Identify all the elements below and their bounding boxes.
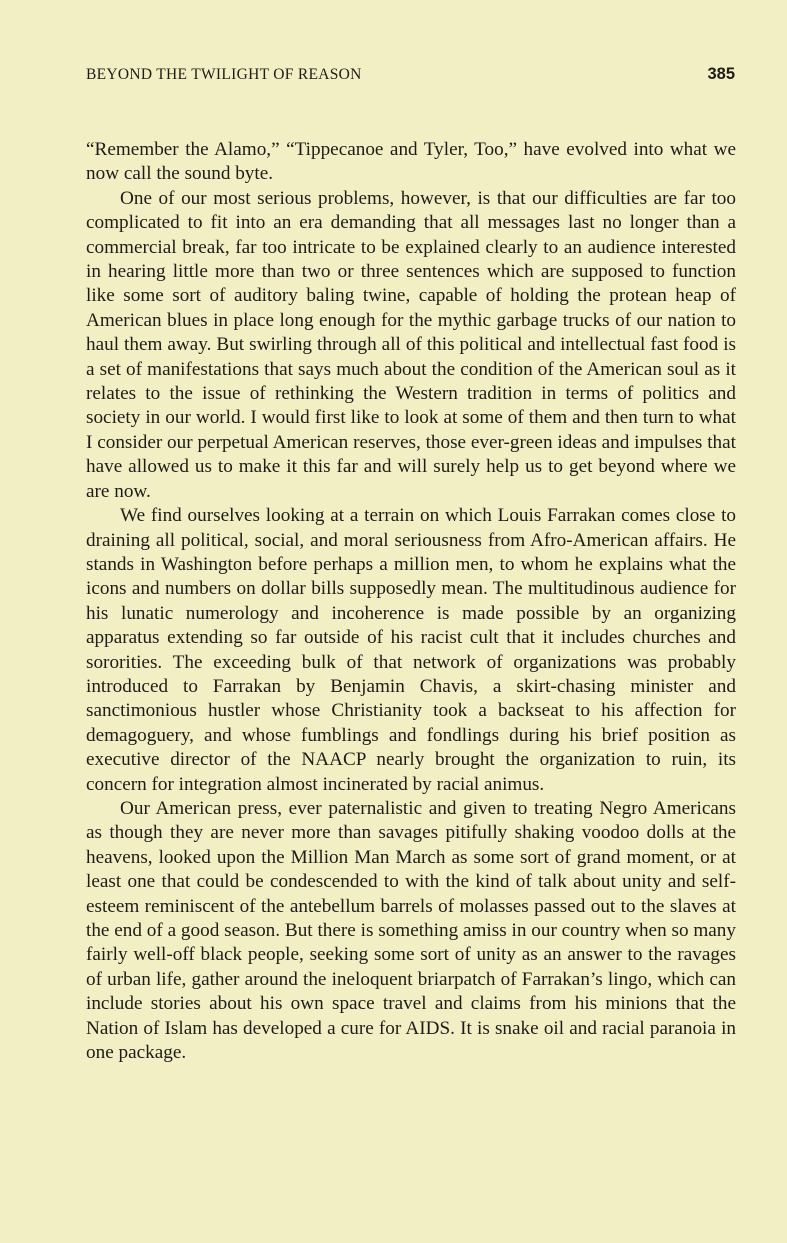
paragraph: Our American press, ever paternalistic and given to treating Negro Americans as though they are never more than savages pitifully shaking voodoo dolls at the heavens, looked upon the Million Man March as some sort of grand moment, or at least one that could be condescended to with the kind of talk about unity and self-esteem reminiscent of the antebellum barrels of molasses passed out to the slaves at the end of a good season. But there is something amiss in our country when so many fairly well-off black people, seeking some sort of unity as an answer to the ravages of urban life, gather around the ineloquent briarpatch of Farrakan’s lingo, which can include stories about his own space travel and claims from his minions that the Nation of Islam has developed a cure for AIDS. It is snake oil and racial paranoia in one package. <box>86 797 736 1064</box>
paragraph: “Remember the Alamo,” “Tippecanoe and Tyler, Too,” have evolved into what we now call the sound byte. <box>86 139 736 185</box>
body-text <box>86 138 736 1065</box>
paragraph: We find ourselves looking at a terrain on which Louis Farrakan comes close to draining all political, social, and moral seriousness from Afro-American affairs. He stands in Washington before perhaps a million men, to whom he explains what the icons and numbers on dollar bills supposedly mean. The multitudinous audience for his lunatic numerology and incoherence is made possible by an organizing apparatus extending so far outside of his racist cult that it includes churches and sororities. The exceeding bulk of that network of organizations was probably introduced to Farrakan by Benjamin Chavis, a skirt-chasing minister and sanctimonious hustler whose Christianity took a backseat to his affection for demagoguery, and whose fumblings and fondlings during his brief position as executive director of the NAACP nearly brought the organization to ruin, its concern for integration almost incinerated by racial animus. <box>86 505 736 795</box>
paragraph: One of our most serious problems, however, is that our difficulties are far too complicated to fit into an era demanding that all messages last no longer than a commercial break, far too intricate to be explained clearly to an audience interested in hearing little more than two or three sentences which are supposed to function like some sort of auditory baling twine, capable of holding the protean heap of American blues in place long enough for the mythic garbage trucks of our nation to haul them away. But swirling through all of this political and intellectual fast food is a set of manifestations that says much about the condition of the American soul as it relates to the issue of rethinking the Western tradition in terms of politics and society in our world. I would first like to look at some of them and then turn to what I consider our perpetual American reserves, those ever-green ideas and impulses that have allowed us to make it this far and will surely help us to get beyond where we are now. <box>86 187 736 502</box>
page-number: 385 <box>707 65 735 83</box>
running-title: BEYOND THE TWILIGHT OF REASON <box>86 66 362 83</box>
running-head <box>86 66 735 88</box>
